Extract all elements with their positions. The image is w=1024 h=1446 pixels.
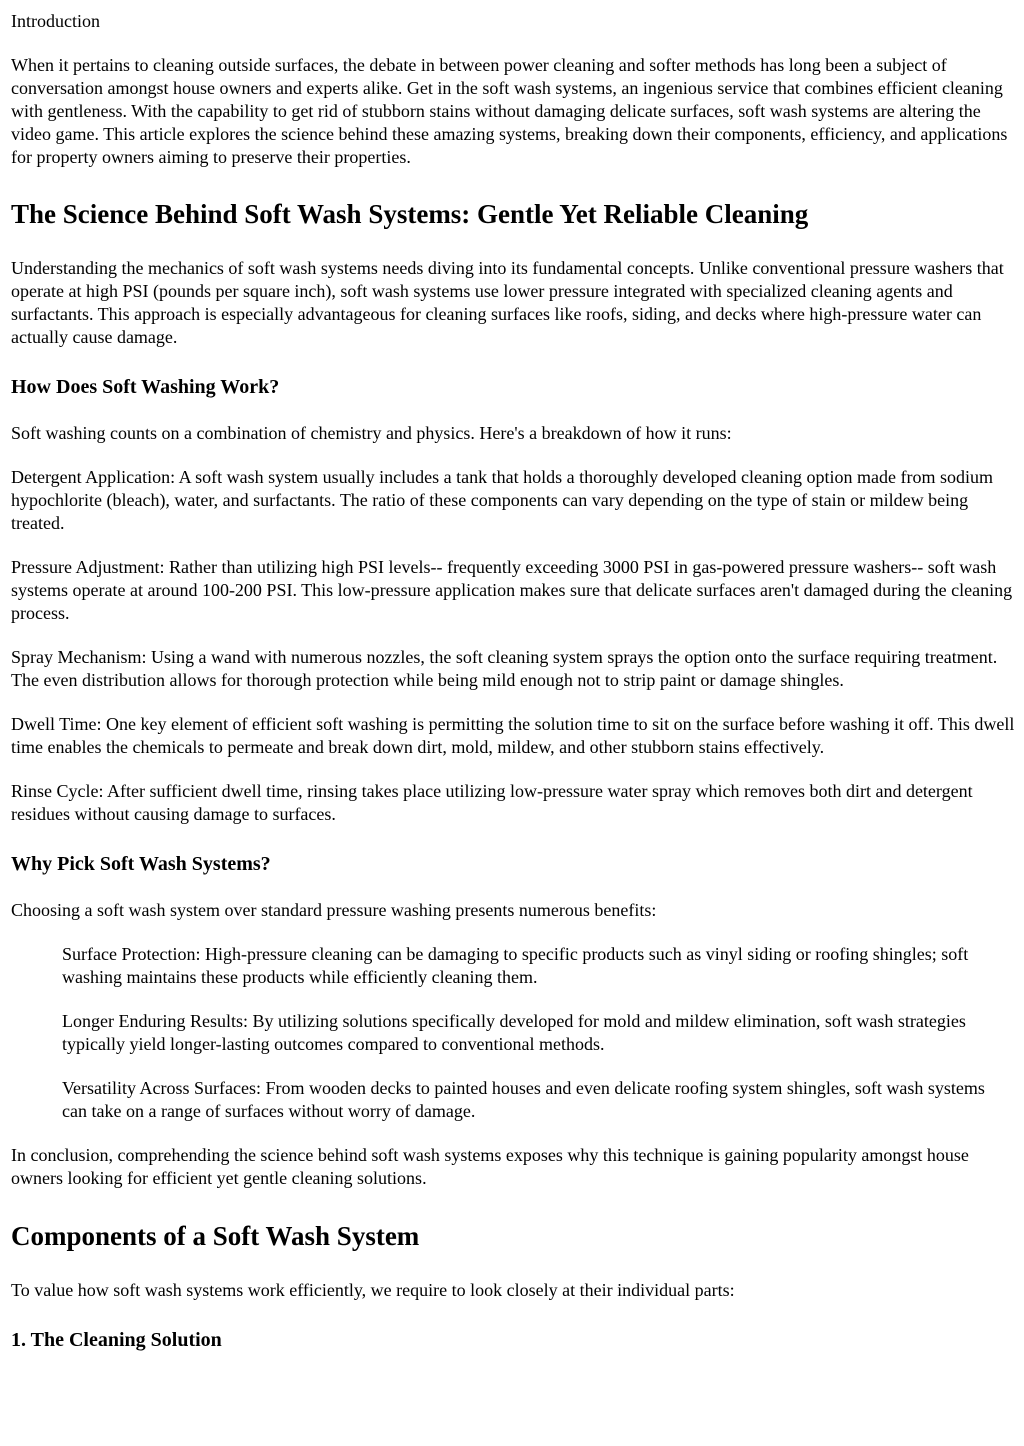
why-intro: Choosing a soft wash system over standard pressure washing presents numerous benefits:: [11, 900, 657, 920]
section-title-science: The Science Behind Soft Wash Systems: Gentle Yet Reliable Cleaning: [11, 199, 809, 229]
science-paragraph: Understanding the mechanics of soft wash systems needs diving into its fundamental concepts. Unlike conventional pressure washers that operate at high PSI (pounds per square inch), soft wash systems use lower pressure integrated with specialized cleaning agents and surfactants. This approach is especially advantageous for cleaning surfaces like roofs, siding, and decks where high-pressure water can actually cause damage.: [11, 258, 1004, 347]
benefit-item: Versatility Across Surfaces: From wooden decks to painted houses and even delicate roofing system shingles, soft wash systems can take on a range of surfaces without worry of damage.: [62, 1078, 985, 1121]
conclusion-paragraph: In conclusion, comprehending the science behind soft wash systems exposes why this technique is gaining popularity amongst house owners looking for efficient yet gentle cleaning solutions.: [11, 1145, 969, 1188]
subsection-title-how: How Does Soft Washing Work?: [11, 376, 280, 398]
intro-heading: Introduction: [11, 11, 100, 31]
components-paragraph: To value how soft wash systems work efficiently, we require to look closely at their individual parts:: [11, 1280, 735, 1300]
subsection-title-why: Why Pick Soft Wash Systems?: [11, 853, 271, 875]
how-step: Detergent Application: A soft wash system usually includes a tank that holds a thoroughly developed cleaning option made from sodium hypochlorite (bleach), water, and surfactants. The ratio of these components can vary depending on the type of stain or mildew being treated.: [11, 467, 993, 533]
benefits-list: [11, 943, 1015, 1123]
how-step: Spray Mechanism: Using a wand with numerous nozzles, the soft cleaning system sprays the option onto the surface requiring treatment. The even distribution allows for thorough protection while being mild enough not to strip paint or damage shingles.: [11, 647, 998, 690]
benefit-item: Longer Enduring Results: By utilizing solutions specifically developed for mold and mildew elimination, soft wash strategies typically yield longer-lasting outcomes compared to conventional methods.: [62, 1011, 966, 1054]
how-step: Pressure Adjustment: Rather than utilizing high PSI levels-- frequently exceeding 3000 PSI in gas-powered pressure washers-- soft wash systems operate at around 100-200 PSI. This low-pressure application makes sure that delicate surfaces aren't damaged during the cleaning process.: [11, 557, 1013, 623]
subsection-title-cleaning-solution: 1. The Cleaning Solution: [11, 1329, 222, 1351]
section-title-components: Components of a Soft Wash System: [11, 1221, 420, 1251]
how-step: Dwell Time: One key element of efficient soft washing is permitting the solution time to sit on the surface before washing it off. This dwell time enables the chemicals to permeate and break down dirt, mold, mildew, and other stubborn stains effectively.: [11, 714, 1015, 757]
benefit-item: Surface Protection: High-pressure cleaning can be damaging to specific products such as vinyl siding or roofing shingles; soft washing maintains these products while efficiently cleaning them.: [62, 944, 969, 987]
how-intro: Soft washing counts on a combination of chemistry and physics. Here's a breakdown of how it runs:: [11, 423, 732, 443]
intro-paragraph: When it pertains to cleaning outside surfaces, the debate in between power cleaning and softer methods has long been a subject of conversation amongst house owners and experts alike. Get in the soft wash systems, an ingenious service that combines efficient cleaning with gentleness. With the capability to get rid of stubborn stains without damaging delicate surfaces, soft wash systems are altering the video game. This article explores the science behind these amazing systems, breaking down their components, efficiency, and applications for property owners aiming to preserve their properties.: [11, 55, 1008, 167]
how-step: Rinse Cycle: After sufficient dwell time, rinsing takes place utilizing low-pressure water spray which removes both dirt and detergent residues without causing damage to surfaces.: [11, 781, 973, 824]
